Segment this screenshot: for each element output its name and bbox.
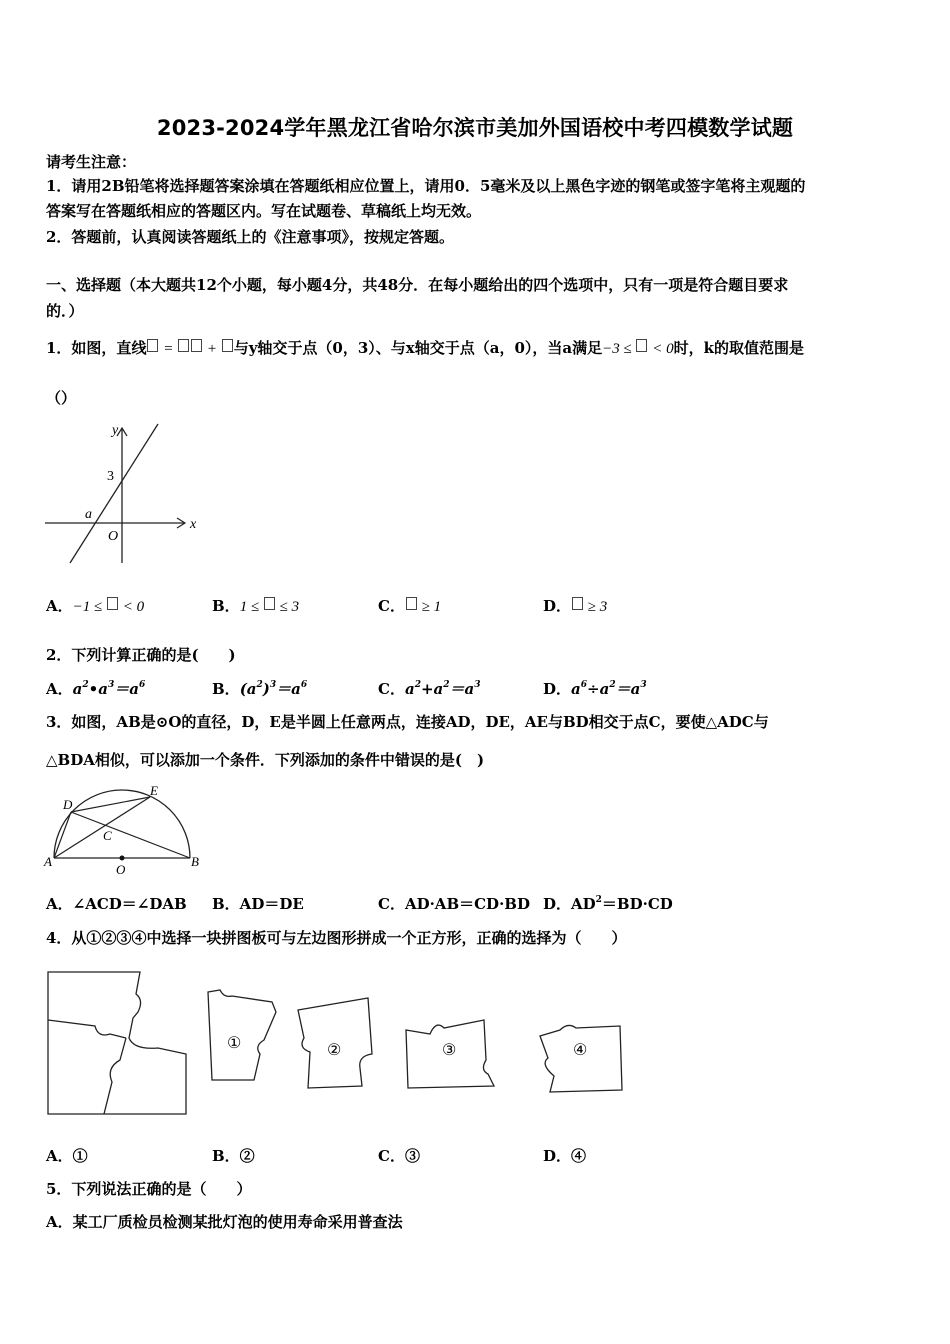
q1-formula-range <box>602 341 673 357</box>
q2-option-a[interactable] <box>46 678 145 699</box>
label-e: E <box>150 783 158 798</box>
q1-option-a-formula <box>73 599 144 615</box>
puzzle-piece-1 <box>208 990 276 1080</box>
q3-d-sup: 2 <box>595 895 602 905</box>
q1-option-c[interactable] <box>378 595 441 616</box>
piece-2-label: ② <box>327 1042 342 1059</box>
q2-b-label: B． <box>212 680 240 698</box>
q3-option-c[interactable]: C．AD·AB＝CD·BD <box>378 895 530 913</box>
q1-formula-eq: = <box>163 341 174 357</box>
q3-option-a[interactable]: A．∠ACD＝∠DAB <box>46 895 187 913</box>
q1-paren: （） <box>46 389 77 407</box>
q2-c-p2: +a <box>420 680 444 698</box>
x-intercept-label: a <box>85 507 92 522</box>
q1-formula-line <box>146 341 233 357</box>
q4-puzzle-figure <box>40 964 630 1124</box>
q1-option-b-label: B． <box>212 597 240 615</box>
q2-a-p1: a <box>72 680 83 698</box>
q3-stem-line2: △BDA相似，可以添加一个条件．下列添加的条件中错误的是( ) <box>46 751 485 769</box>
q2-a-label: A． <box>46 680 73 698</box>
q1-option-b[interactable] <box>212 595 299 616</box>
label-c: C <box>103 828 112 843</box>
q1-d-post: ≥ 3 <box>587 599 608 615</box>
segment-ad <box>54 812 71 858</box>
q1-option-c-label: C． <box>378 597 405 615</box>
q2-a-s1: 2 <box>82 680 89 690</box>
q1-range-right: < 0 <box>652 341 674 357</box>
q2-d-label: D． <box>543 680 572 698</box>
y-label: y <box>112 423 119 438</box>
q1-range-left: −3 ≤ <box>602 341 632 357</box>
q1-option-a-label: A． <box>46 597 73 615</box>
q1-text-2: 与y轴交于点（0，3）、与x轴交于点（a，0），当a满足 <box>233 339 603 357</box>
q2-d-p2: ÷a <box>587 680 610 698</box>
notice-heading: 请考生注意： <box>46 153 137 171</box>
q1-option-d-label: D． <box>543 597 572 615</box>
piece-3-label: ③ <box>442 1042 457 1059</box>
label-a: A <box>44 854 52 869</box>
q1-graph <box>40 418 210 568</box>
notice-line1a: 1．请用2B铅笔将选择题答案涂填在答题纸相应位置上，请用0．5毫米及以上黑色字迹的钢笔或签字笔将主观题的 <box>46 177 806 195</box>
q1-b-pre: 1 ≤ <box>239 599 260 615</box>
q2-c-s1: 2 <box>414 680 421 690</box>
q2-a-s2: 3 <box>107 680 115 690</box>
q2-c-p1: a <box>404 680 415 698</box>
q2-d-s3: 3 <box>640 680 647 690</box>
x-label: x <box>190 517 197 532</box>
section1-line1: 一、选择题（本大题共12个小题，每小题4分，共48分．在每小题给出的四个选项中，只有一项是符合题目要求 <box>46 276 789 294</box>
q1-text-1: 1．如图，直线 <box>46 339 147 357</box>
q3-option-b[interactable]: B．AD＝DE <box>212 895 304 913</box>
piece-1-label: ① <box>227 1035 242 1052</box>
piece-4-label: ④ <box>573 1042 588 1059</box>
q2-option-c[interactable] <box>378 678 481 699</box>
q2-d-p3: ＝a <box>615 680 641 698</box>
q2-b-p2: ) <box>262 680 270 698</box>
semicircle-arc <box>54 790 190 858</box>
q4-option-a[interactable]: A．① <box>46 1147 88 1165</box>
y-intercept-label: 3 <box>107 469 114 484</box>
q5-option-a[interactable]: A．某工厂质检员检测某批灯泡的使用寿命采用普查法 <box>46 1213 403 1231</box>
q1-option-a[interactable] <box>46 595 144 616</box>
q1-option-d-formula <box>571 599 607 615</box>
origin-label: O <box>108 529 119 544</box>
q1-c-post: ≥ 1 <box>421 599 442 615</box>
q2-d-p1: a <box>571 680 581 698</box>
q1-option-c-formula <box>405 599 441 615</box>
q2-b-p1: (a <box>239 680 257 698</box>
center-point <box>120 856 125 861</box>
label-b: B <box>191 854 199 869</box>
q2-d-s2: 2 <box>609 680 616 690</box>
q2-c-s3: 3 <box>474 680 481 690</box>
q1-option-d[interactable] <box>543 595 607 616</box>
puzzle-left-figure <box>48 972 186 1114</box>
q1-text-3: 时，k的取值范围是 <box>673 339 805 357</box>
q1-b-post: ≤ 3 <box>279 599 300 615</box>
notice-line1b: 答案写在答题纸相应的答题区内。写在试题卷、草稿纸上均无效。 <box>46 202 482 220</box>
q4-option-d[interactable]: D．④ <box>543 1147 587 1165</box>
q2-b-s1: 2 <box>256 680 263 690</box>
section1-line2: 的．） <box>46 302 84 320</box>
q4-option-b[interactable]: B．② <box>212 1147 255 1165</box>
q4-option-c[interactable]: C．③ <box>378 1147 420 1165</box>
exam-title: 2023-2024学年黑龙江省哈尔滨市美加外国语校中考四模数学试题 <box>156 116 794 140</box>
segment-bd <box>71 812 190 858</box>
notice-line2: 2．答题前，认真阅读答题纸上的《注意事项》，按规定答题。 <box>46 228 454 246</box>
q3-option-d[interactable] <box>543 893 673 914</box>
q2-d-s1: 6 <box>580 680 588 690</box>
q2-c-p3: ＝a <box>449 680 475 698</box>
q2-b-s3: 6 <box>300 680 308 690</box>
q2-a-s3: 6 <box>138 680 146 690</box>
q2-option-b[interactable] <box>212 678 307 699</box>
q3-d-pre: D．AD <box>543 895 596 913</box>
q1-option-b-formula <box>240 599 299 615</box>
q4-stem: 4．从①②③④中选择一块拼图板可与左边图形拼成一个正方形，正确的选择为（ ） <box>46 929 627 947</box>
q2-option-d[interactable] <box>543 678 647 699</box>
q1-a-post: < 0 <box>122 599 145 615</box>
q3-d-post: ＝BD·CD <box>601 895 673 913</box>
q2-a-p3: ＝a <box>114 680 139 698</box>
q3-figure <box>42 782 207 877</box>
q2-b-s2: 3 <box>269 680 277 690</box>
q2-c-label: C． <box>378 680 405 698</box>
q1-formula-plus: + <box>206 341 217 357</box>
q3-stem-line1: 3．如图，AB是⊙O的直径，D，E是半圆上任意两点，连接AD，DE，AE与BD相交于点C，要使△ADC与 <box>46 713 769 731</box>
q5-stem: 5．下列说法正确的是（ ） <box>46 1180 252 1198</box>
q2-c-s2: 2 <box>443 680 450 690</box>
q2-b-p3: ＝a <box>276 680 301 698</box>
q2-stem: 2．下列计算正确的是( ) <box>46 646 236 664</box>
q1-stem <box>46 337 804 360</box>
q2-a-p2: •a <box>88 680 108 698</box>
label-o: O <box>116 862 126 877</box>
q1-a-pre: −1 ≤ <box>72 599 103 615</box>
label-d: D <box>63 797 73 812</box>
